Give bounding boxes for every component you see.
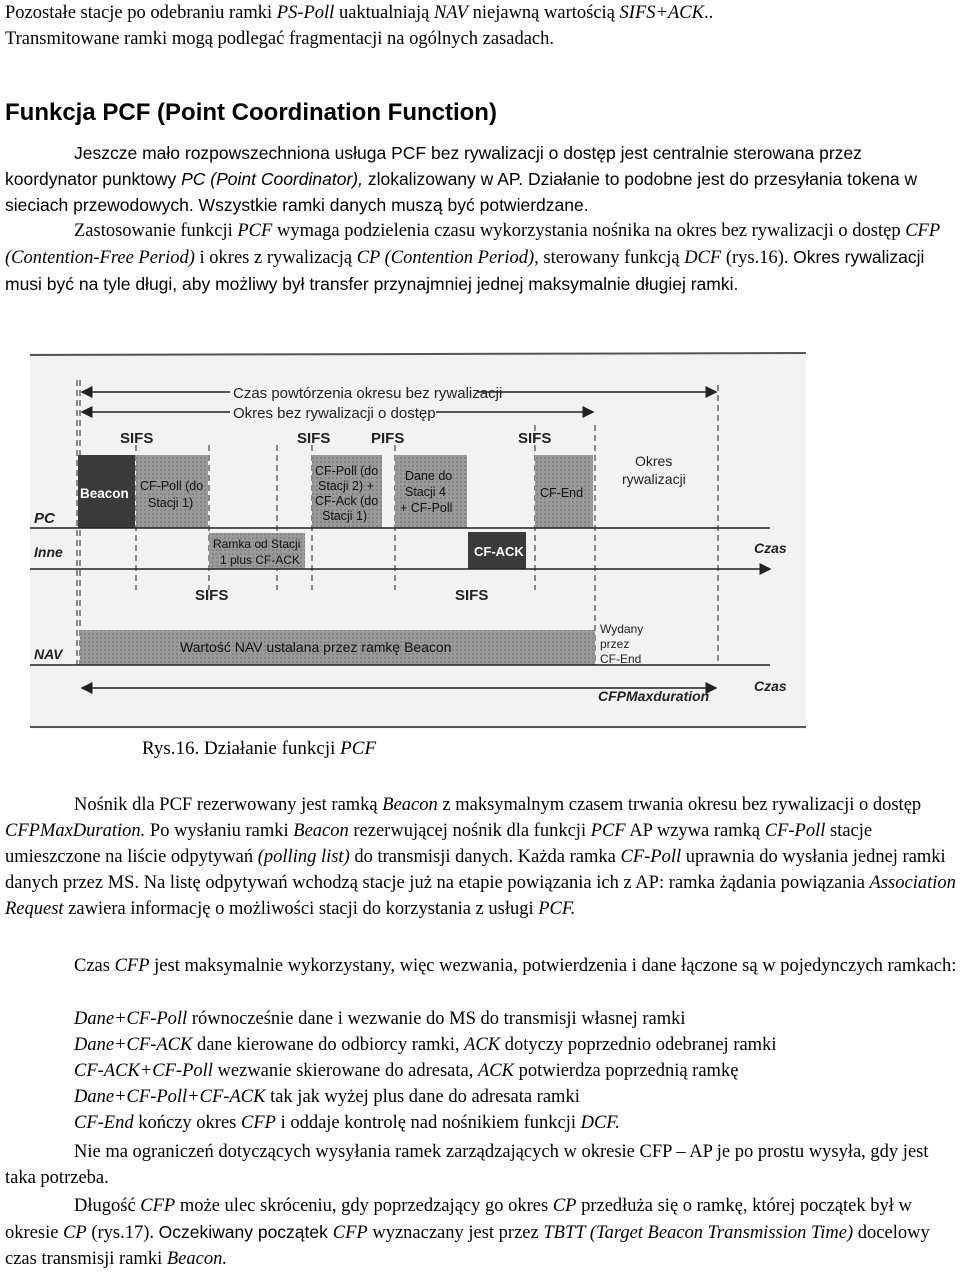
svg-text:Stacji 4: Stacji 4 <box>405 485 446 499</box>
svg-text:Stacji 1): Stacji 1) <box>322 509 368 523</box>
svg-text:+ CF-Poll: + CF-Poll <box>400 501 453 515</box>
label-cfp-max-duration: CFPMaxduration <box>598 688 710 704</box>
svg-text:przez: przez <box>600 637 630 651</box>
svg-text:CF-End: CF-End <box>540 486 584 500</box>
label-sifs-1: SIFS <box>120 430 154 447</box>
label-sifs-5: SIFS <box>455 587 489 604</box>
label-contention-period-2: rywalizacji <box>622 471 686 487</box>
svg-text:CF-End: CF-End <box>600 652 642 666</box>
row-label-nav: NAV <box>34 646 63 662</box>
svg-text:CF-Poll (do: CF-Poll (do <box>315 464 379 478</box>
row-label-pc: PC <box>34 510 55 527</box>
label-sifs-3: SIFS <box>518 430 552 447</box>
svg-text:Ramka od Stacji: Ramka od Stacji <box>213 537 301 551</box>
pcf-timing-diagram <box>0 345 960 735</box>
list-item: CF-ACK+CF-Poll wezwanie skierowane do adresata, ACK potwierdza poprzednią ramkę <box>74 1061 739 1081</box>
paragraph-cfp-usage: Czas CFP jest maksymalnie wykorzystany, więc wezwania, potwierdzenia i dane łączone są w pojedynczych ramkach: <box>74 956 957 976</box>
figure-caption: Rys.16. Działanie funkcji PCF <box>142 738 377 759</box>
paragraph-cfp-shortening: Długość CFP może ulec skróceniu, gdy poprzedzający go okres CP przedłuża się o ramkę, której początek był w okresie CP (rys.17). Oczekiwany początek CFP wyznaczany jest przez TBTT (Target Beacon Transmission Time) docelowy czas transmisji ramki Beacon. <box>5 1196 930 1269</box>
section-heading: Funkcja PCF (Point Coordination Function) <box>5 99 497 126</box>
svg-text:Wydany: Wydany <box>600 622 644 636</box>
list-item: Dane+CF-Poll równocześnie dane i wezwanie do MS do transmisji własnej ramki <box>74 1009 686 1029</box>
row-label-other: Inne <box>34 544 63 560</box>
label-time-2: Czas <box>754 678 787 694</box>
list-item: Dane+CF-ACK dane kierowane do odbiorcy ramki, ACK dotyczy poprzednio odebranej ramki <box>74 1035 777 1055</box>
paragraph-cfp: Zastosowanie funkcji PCF wymaga podzielenia czasu wykorzystania nośnika na okres bez rywalizacji o dostęp CFP (Contention-Free Period) i okres z rywalizacją CP (Contention Period), sterowany funkcją DCF (rys.16). Okres rywalizacji musi być na tyle długi, aby możliwy był transfer przynajmniej jednej maksymalnie długiej ramki. <box>5 221 940 294</box>
svg-text:Stacji 1): Stacji 1) <box>148 496 194 510</box>
paragraph-beacon: Nośnik dla PCF rezerwowany jest ramką Beacon z maksymalnym czasem trwania okresu bez rywalizacji o dostęp CFPMaxDuration. Po wysłaniu ramki Beacon rezerwującej nośnik dla funkcji PCF AP wzywa ramką CF-Poll stacje umieszczone na liście odpytywań (polling list) do transmisji danych. Każda ramka CF-Poll uprawnia do wysłania jednej ramki danych przez MS. Na listę odpytywań wchodzą stacje już na etapie powiązania ich z AP: ramka żądania powiązania Association Request zawiera informację o możliwości stacji do korzystania z usługi PCF. <box>5 795 956 919</box>
label-cfp-period: Okres bez rywalizacji o dostęp <box>233 405 436 422</box>
paragraph-pcf-intro: Jeszcze mało rozpowszechniona usługa PCF bez rywalizacji o dostęp jest centralnie sterowana przez koordynator punktowy PC (Point Coordinator), zlokalizowany w AP. Działanie to podobne jest do przesyłania tokena w sieciach przewodowych. Wszystkie ramki danych muszą być potwierdzane. <box>5 143 918 215</box>
frame-beacon-label: Beacon <box>80 486 129 501</box>
intro-line-1: Pozostałe stacje po odebraniu ramki PS-Poll uaktualniają NAV niejawną wartością SIFS+ACK.. <box>5 3 714 23</box>
list-item: CF-End kończy okres CFP i oddaje kontrolę nad nośnikiem funkcji DCF. <box>74 1113 620 1133</box>
label-pifs: PIFS <box>371 430 405 447</box>
nav-bar-label: Wartość NAV ustalana przez ramkę Beacon <box>180 639 452 655</box>
paragraph-management-frames: Nie ma ograniczeń dotyczących wysyłania ramek zarządzających w okresie CFP – AP je po prostu wysyła, gdy jest taka potrzeba. <box>5 1142 929 1188</box>
svg-text:Stacji 2) +: Stacji 2) + <box>318 479 374 493</box>
svg-text:CF-Poll (do: CF-Poll (do <box>140 479 204 493</box>
svg-text:Dane do: Dane do <box>405 469 453 483</box>
label-time-1: Czas <box>754 540 787 556</box>
label-sifs-2: SIFS <box>297 430 331 447</box>
intro-line-2: Transmitowane ramki mogą podlegać fragmentacji na ogólnych zasadach. <box>5 29 554 49</box>
svg-text:CF-ACK: CF-ACK <box>474 544 524 559</box>
list-item: Dane+CF-Poll+CF-ACK tak jak wyżej plus dane do adresata ramki <box>74 1087 580 1107</box>
label-sifs-4: SIFS <box>195 587 229 604</box>
label-cfp-repetition: Czas powtórzenia okresu bez rywalizacji <box>233 385 503 402</box>
svg-text:1 plus CF-ACK: 1 plus CF-ACK <box>220 553 301 567</box>
label-contention-period-1: Okres <box>635 453 673 469</box>
svg-text:CF-Ack (do: CF-Ack (do <box>315 494 379 508</box>
